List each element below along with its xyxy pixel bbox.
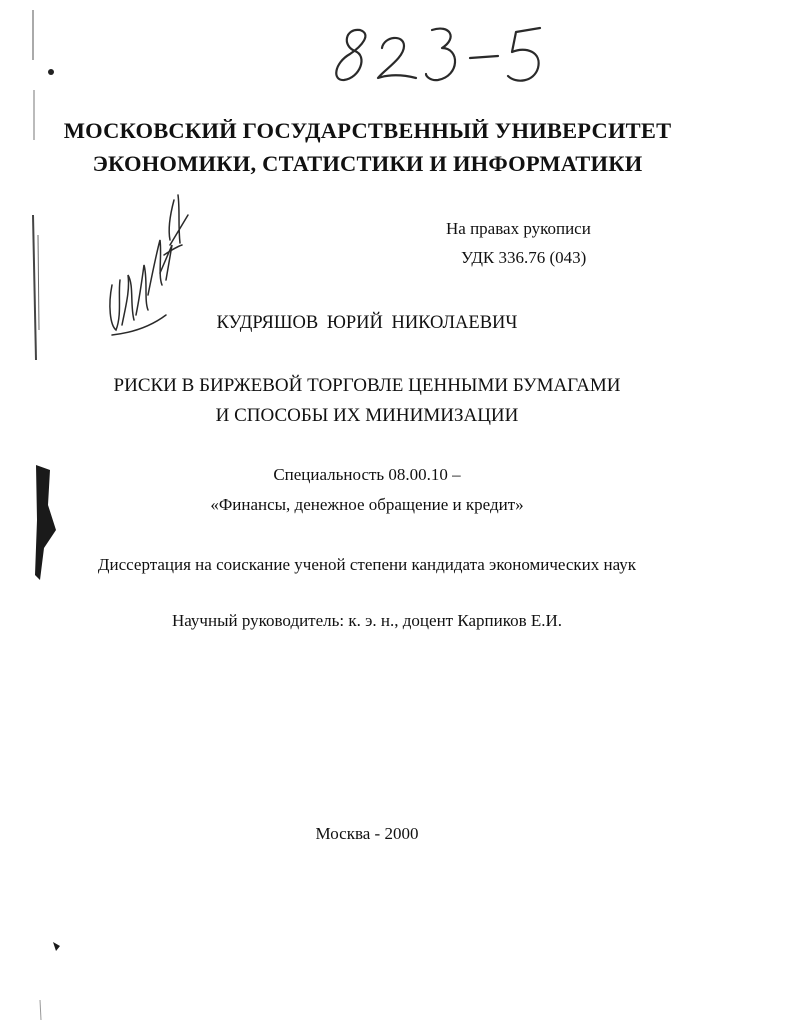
udk-code: УДК 336.76 (043) [461, 248, 587, 267]
specialty-name: «Финансы, денежное обращение и кредит» [210, 495, 524, 514]
scientific-supervisor: Научный руководитель: к. э. н., доцент Карпиков Е.И. [171, 611, 563, 630]
dissertation-title-line-1: РИСКИ В БИРЖЕВОЙ ТОРГОВЛЕ ЦЕННЫМИ БУМАГАМИ [113, 375, 621, 396]
handwritten-archive-number [320, 18, 570, 90]
city-and-year: Москва - 2000 [315, 824, 419, 843]
university-name-line-1: МОСКОВСКИЙ ГОСУДАРСТВЕННЫЙ УНИВЕРСИТЕТ [63, 118, 672, 143]
author-name: КУДРЯШОВ ЮРИЙ НИКОЛАЕВИЧ [216, 313, 518, 333]
manuscript-rights-note: На правах рукописи [446, 219, 591, 238]
dissertation-title-line-2: И СПОСОБЫ ИХ МИНИМИЗАЦИИ [215, 405, 519, 426]
dissertation-degree-note: Диссертация на соискание ученой степени кандидата экономических наук [97, 555, 637, 574]
university-name-line-2: ЭКОНОМИКИ, СТАТИСТИКИ И ИНФОРМАТИКИ [92, 151, 643, 176]
specialty-code: Специальность 08.00.10 – [273, 465, 461, 484]
